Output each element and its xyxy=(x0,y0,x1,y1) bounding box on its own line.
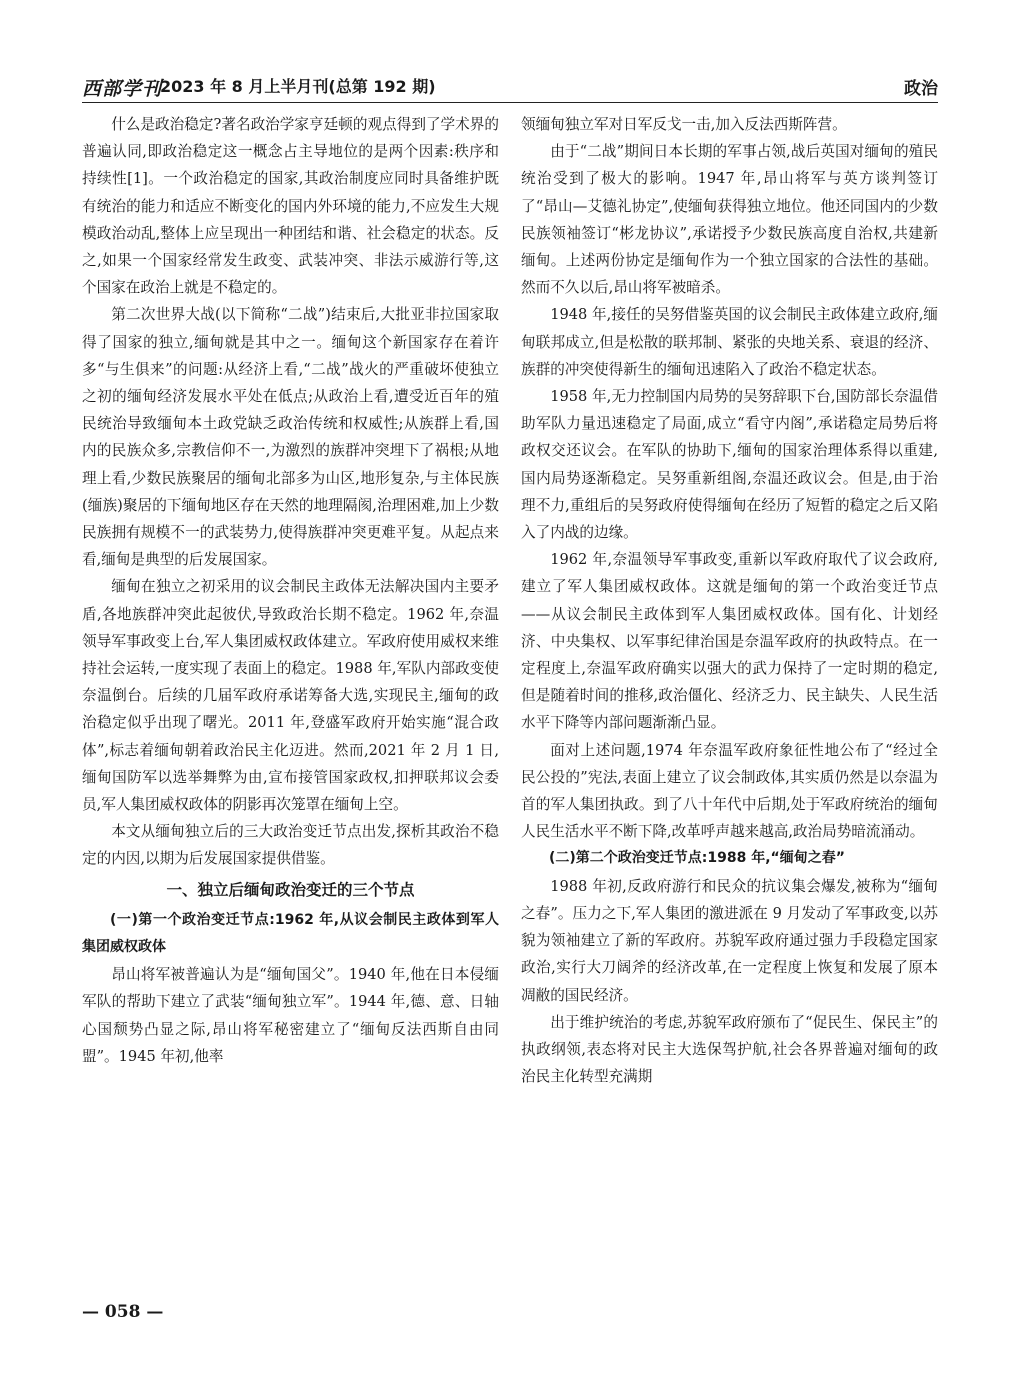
journal-logo: 西部学刊 xyxy=(82,78,163,100)
paragraph: 第二次世界大战(以下简称“二战”)结束后,大批亚非拉国家取得了国家的独立,缅甸就是其中之一。缅甸这个新国家存在着许多“与生俱来”的问题:从经济上看,“二战”战火的严重破坏使独立之初的缅甸经济发展水平处在低点;从政治上看,遭受近百年的殖民统治导致缅甸本土政党缺乏政治传统和权威性;从族群上看,国内的民族众多,宗教信仰不一,为激烈的族群冲突埋下了祸根;从地理上看,少数民族聚居的缅甸北部多为山区,地形复杂,与主体民族(缅族)聚居的下缅甸地区存在天然的地理隔阂,治理困难,加上少数民族拥有规模不一的武装势力,使得族群冲突更难平复。从起点来看,缅甸是典型的后发展国家。 xyxy=(82,306,499,569)
paragraph: 由于“二战”期间日本长期的军事占领,战后英国对缅甸的殖民统治受到了极大的影响。1947 年,昂山将军与英方谈判签订了“昂山—艾德礼协定”,使缅甸获得独立地位。他还同国内的少数民族领袖签订“彬龙协议”,承诺授予少数民族高度自治权,共建新缅甸。上述两份协定是缅甸作为一个独立国家的合法性的基础。然而不久以后,昂山将军被暗杀。 xyxy=(521,143,938,297)
paragraph: 什么是政治稳定?著名政治学家亨廷顿的观点得到了学术界的普遍认同,即政治稳定这一概念占主导地位的是两个因素:秩序和持续性[1]。一个政治稳定的国家,其政治制度应同时具备维护既有统治的能力和适应不断变化的国内外环境的能力,不应发生大规模政治动乱,整体上应呈现出一种团结和谐、社会稳定的状态。反之,如果一个国家经常发生政变、武装冲突、非法示威游行等,这个国家在政治上就是不稳定的。 xyxy=(82,116,499,297)
left-column xyxy=(82,111,499,1070)
paragraph: 1958 年,无力控制国内局势的吴努辞职下台,国防部长奈温借助军队力量迅速稳定了局面,成立“看守内阁”,承诺稳定局势后将政权交还议会。在军队的协助下,缅甸的国家治理体系得以重建,国内局势逐渐稳定。吴努重新组阁,奈温还政议会。但是,由于治理不力,重组后的吴努政府使得缅甸在经历了短暂的稳定之后又陷入了内战的边缘。 xyxy=(521,388,938,542)
running-header xyxy=(82,66,938,102)
paragraph: 1988 年初,反政府游行和民众的抗议集会爆发,被称为“缅甸之春”。压力之下,军人集团的激进派在 9 月发动了军事政变,以苏貌为领袖建立了新的军政府。苏貌军政府通过强力手段稳定国家政治,实行大刀阔斧的经济改革,在一定程度上恢复和发展了原本凋敝的国民经济。 xyxy=(521,877,938,1004)
right-column xyxy=(521,111,938,1090)
paragraph: 出于维护统治的考虑,苏貌军政府颁布了“促民生、保民主”的执政纲领,表态将对民主大选保驾护航,社会各界普遍对缅甸的政治民主化转型充满期 xyxy=(521,1013,938,1086)
issue-info: 2023 年 8 月上半月刊(总第 192 期) xyxy=(160,77,436,96)
section-label: 政治 xyxy=(904,79,938,99)
header-rule xyxy=(82,102,938,103)
paragraph: 昂山将军被普遍认为是“缅甸国父”。1940 年,他在日本侵缅军队的帮助下建立了武装“缅甸独立军”。1944 年,德、意、日轴心国颓势凸显之际,昂山将军秘密建立了“缅甸反法西斯自由同盟”。1945 年初,他率 xyxy=(82,966,499,1065)
subsection-heading: (二)第二个政治变迁节点:1988 年,“缅甸之春” xyxy=(549,850,845,867)
paragraph-continued: 领缅甸独立军对日军反戈一击,加入反法西斯阵营。 xyxy=(521,116,847,133)
page-number: — 058 — xyxy=(82,1302,164,1322)
paragraph: 1948 年,接任的吴努借鉴英国的议会制民主政体建立政府,缅甸联邦成立,但是松散的联邦制、紧张的央地关系、衰退的经济、族群的冲突使得新生的缅甸迅速陷入了政治不稳定状态。 xyxy=(521,306,938,378)
section-heading: 一、独立后缅甸政治变迁的三个节点 xyxy=(166,880,415,899)
paragraph: 本文从缅甸独立后的三大政治变迁节点出发,探析其政治不稳定的内因,以期为后发展国家提供借鉴。 xyxy=(82,823,499,868)
paragraph: 面对上述问题,1974 年奈温军政府象征性地公布了“经过全民公投的”宪法,表面上建立了议会制政体,其实质仍然是以奈温为首的军人集团执政。到了八十年代中后期,处于军政府统治的缅甸人民生活水平不断下降,改革呼声越来越高,政治局势暗流涌动。 xyxy=(521,741,938,841)
paragraph: 1962 年,奈温领导军事政变,重新以军政府取代了议会政府,建立了军人集团威权政体。这就是缅甸的第一个政治变迁节点——从议会制民主政体到军人集团威权政体。国有化、计划经济、中央集权、以军事纪律治国是奈温军政府的执政特点。在一定程度上,奈温军政府确实以强大的武力保持了一定时期的稳定,但是随着时间的推移,政治僵化、经济乏力、民主缺失、人民生活水平下降等内部问题渐渐凸显。 xyxy=(521,551,938,732)
subsection-heading: (一)第一个政治变迁节点:1962 年,从议会制民主政体到军人集团威权政体 xyxy=(82,911,499,955)
paragraph: 缅甸在独立之初采用的议会制民主政体无法解决国内主要矛盾,各地族群冲突此起彼伏,导致政治长期不稳定。1962 年,奈温领导军事政变上台,军人集团威权政体建立。军政府使用威权来维持社会运转,一度实现了表面上的稳定。1988 年,军队内部政变使奈温倒台。后续的几届军政府承诺筹备大选,实现民主,缅甸的政治稳定似乎出现了曙光。2011 年,登盛军政府开始实施“混合政体”,标志着缅甸朝着政治民主化迈进。然而,2021 年 2 月 1 日,缅甸国防军以选举舞弊为由,宣布接管国家政权,扣押联邦议会委员,军人集团威权政体的阴影再次笼罩在缅甸上空。 xyxy=(82,578,499,814)
